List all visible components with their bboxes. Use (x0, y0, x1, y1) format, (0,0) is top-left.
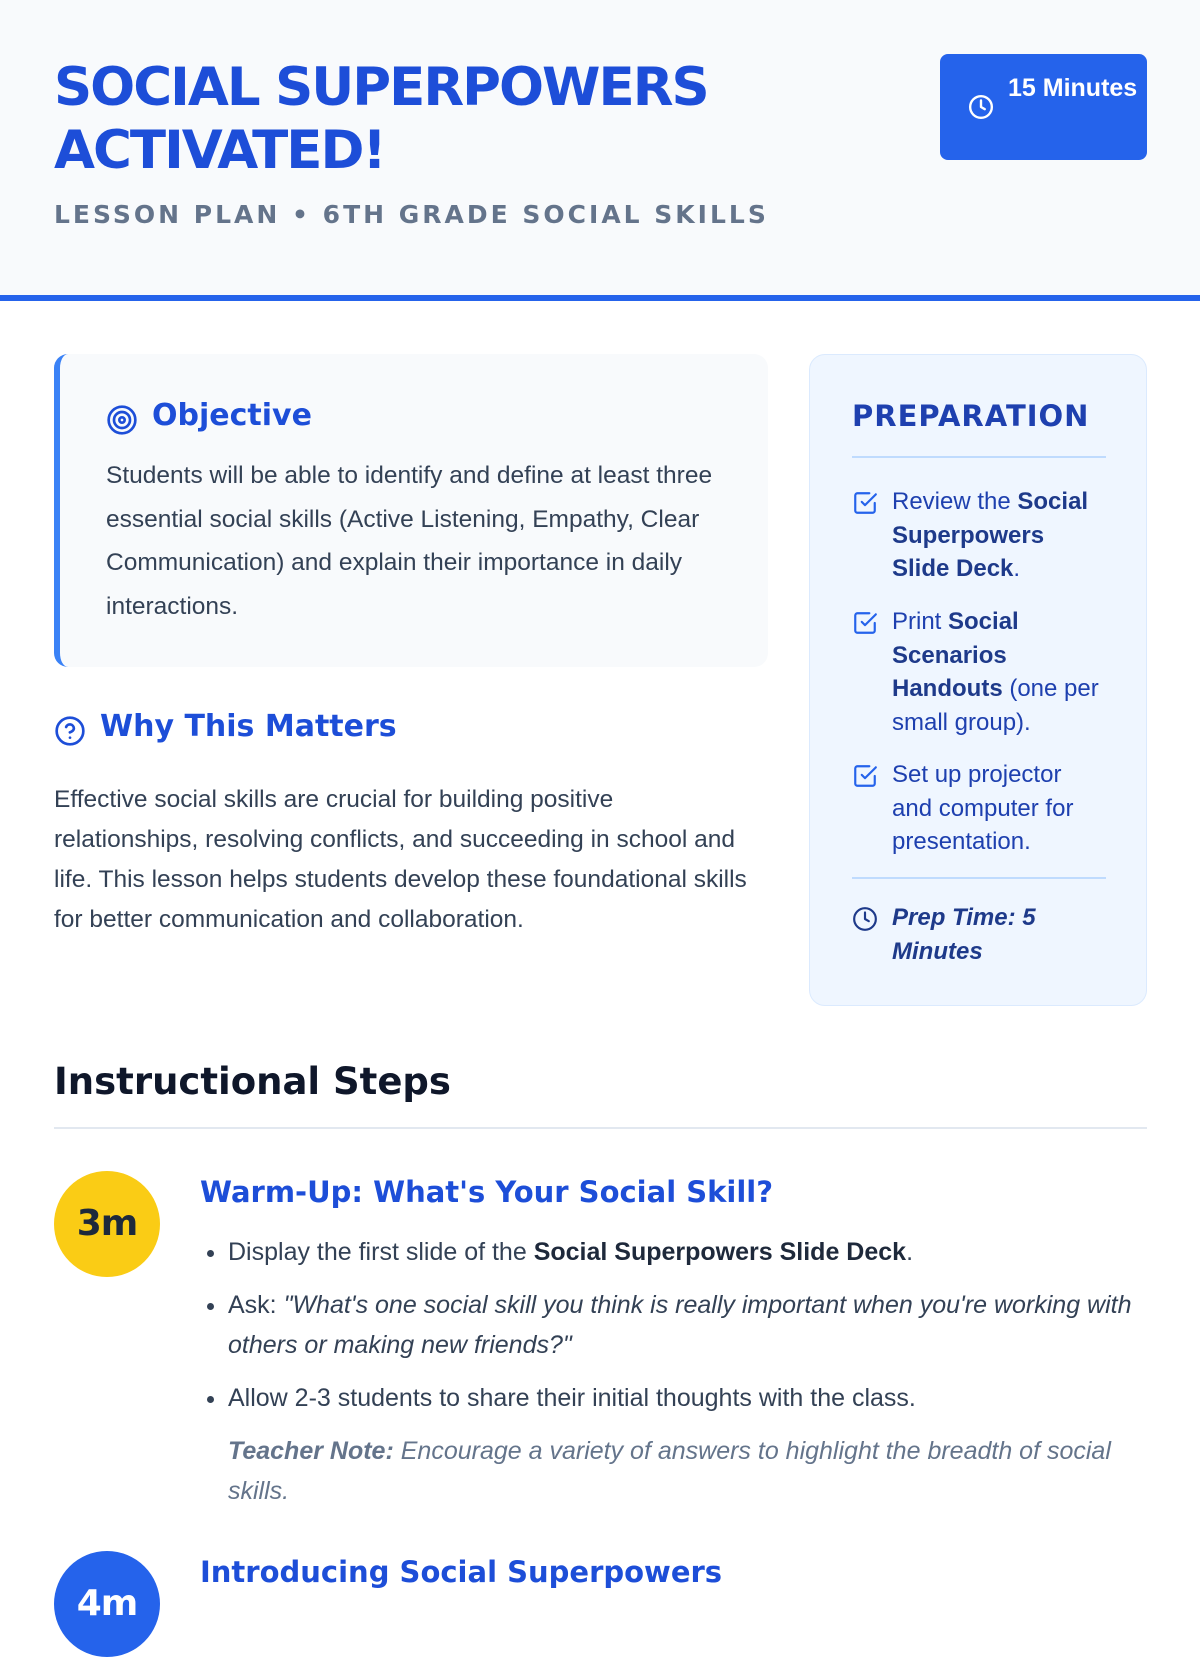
target-icon (106, 404, 138, 436)
prep-item-text: Print (892, 608, 949, 635)
why-text: Effective social skills are crucial for building positive relationships, resolving conflicts, and succeeding in school and life. This lesson helps students develop these foundational skills for better communication and collaboration. (54, 786, 747, 933)
check-square-icon (852, 490, 878, 516)
bullet-text: Ask: (228, 1291, 284, 1319)
prep-time-text: Prep Time: 5 Minutes (892, 904, 1036, 965)
prep-item-bold: Social Scenarios Handouts (892, 608, 1019, 702)
page-subtitle: LESSON PLAN • 6TH GRADE SOCIAL SKILLS (54, 200, 769, 229)
prep-item (852, 758, 1108, 859)
lesson-header (0, 0, 1200, 301)
why-heading: Why This Matters (100, 709, 397, 744)
prep-item-text: Review the (892, 488, 1018, 515)
check-square-icon (852, 610, 878, 636)
page-title: SOCIAL SUPERPOWERS ACTIVATED! (54, 57, 708, 181)
step-time-badge: 4m (54, 1551, 160, 1657)
bullet-bold: Social Superpowers Slide Deck (533, 1238, 907, 1266)
preparation-heading: PREPARATION (852, 399, 1090, 433)
prep-item-text-end: (one per small group). (892, 675, 1099, 736)
step-bullet-list (228, 1232, 1148, 1431)
prep-item-text-end: . (1013, 555, 1021, 582)
preparation-card (809, 354, 1147, 1006)
prep-item-text: Set up projector and computer for presentation. (892, 761, 1074, 855)
list-item (228, 1232, 1148, 1272)
divider (54, 1127, 1147, 1129)
divider (852, 456, 1106, 458)
step-title: Introducing Social Superpowers (200, 1555, 723, 1589)
clock-icon (968, 94, 994, 120)
step-title: Warm-Up: What's Your Social Skill? (200, 1175, 774, 1209)
prep-item-bold: Social Superpowers Slide Deck (892, 488, 1089, 582)
prep-item (852, 485, 1108, 586)
objective-text: Students will be able to identify and define at least three essential social skills (Active Listening, Empathy, Clear Communication) and explain their importance in daily interactions. (106, 462, 713, 620)
check-square-icon (852, 763, 878, 789)
step-time-badge: 3m (54, 1171, 160, 1277)
teacher-note-label: Teacher Note: (228, 1437, 394, 1465)
duration-text: 15 Minutes (1008, 74, 1138, 102)
list-item (228, 1378, 1148, 1418)
objective-card (54, 354, 768, 667)
clock-icon (852, 906, 878, 932)
bullet-quote: "What's one social skill you think is really important when you're working with others or making new friends?" (228, 1291, 1132, 1359)
bullet-text: Display the first slide of the (228, 1238, 534, 1266)
objective-heading: Objective (152, 398, 312, 433)
duration-badge (940, 54, 1147, 160)
bullet-text: Allow 2-3 students to share their initial thoughts with the class. (228, 1384, 916, 1412)
prep-item (852, 605, 1108, 739)
bullet-text-end: . (906, 1238, 914, 1266)
steps-heading: Instructional Steps (54, 1060, 451, 1103)
divider (852, 877, 1106, 879)
help-circle-icon (54, 715, 86, 747)
teacher-note-text: Encourage a variety of answers to highlight the breadth of social skills. (228, 1437, 1111, 1505)
teacher-note (228, 1431, 1148, 1511)
prep-time (852, 901, 1108, 968)
list-item (228, 1285, 1148, 1365)
